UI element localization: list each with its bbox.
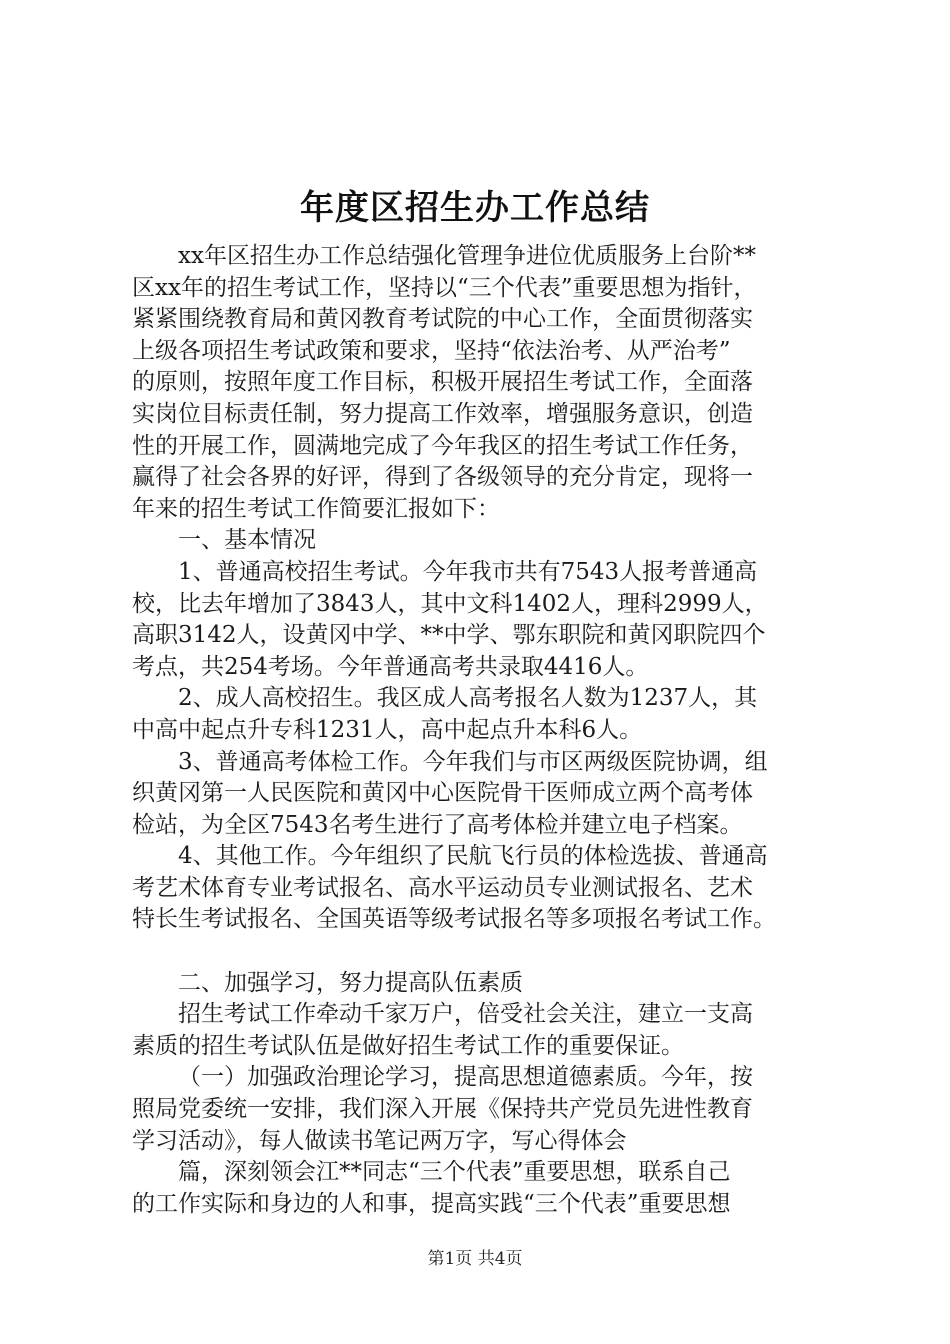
page-number-footer: 第1页 共4页 bbox=[427, 1249, 523, 1269]
paragraph-other-work: 4、其他工作。今年组织了民航飞行员的体检选拔、普通高 考艺术体育专业考试报名、高水平运动员专业测试报名、艺术 特长生考试报名、全国英语等级考试报名等多项报名考试工作。 bbox=[132, 843, 776, 933]
paragraph-political-study: （一）加强政治理论学习，提高思想道德素质。今年，按 照局党委统一安排，我们深入开展《保持共产党员先进性教育 学习活动》，每人做读书笔记两万字，写心得体会 bbox=[132, 1064, 753, 1154]
paragraph-continuation: 篇，深刻领会江**同志“三个代表”重要思想，联系自己 的工作实际和身边的人和事，提高实践“三个代表”重要思想 bbox=[132, 1159, 731, 1217]
document-title: 年度区招生办工作总结 bbox=[300, 188, 650, 228]
document-body bbox=[132, 241, 832, 1220]
paragraph-health-check: 3、普通高考体检工作。今年我们与市区两级医院协调，组 织黄冈第一人民医院和黄冈中心医院骨干医师成立两个高考体 检站，为全区7543名考生进行了高考体检并建立电子档案。 bbox=[132, 748, 768, 838]
paragraph-adult-exam: 2、成人高校招生。我区成人高考报名人数为1237人，其 中高中起点升专科1231人，高中起点升本科6人。 bbox=[132, 685, 758, 743]
paragraph-college-exam: 1、普通高校招生考试。今年我市共有7543人报考普通高 校，比去年增加了3843人，其中文科1402人，理科2999人， 高职3142人，设黄冈中学、**中学、鄂东职院和黄冈职院四个 考点，共254考场。今年普通高考共录取4416人。 bbox=[132, 558, 768, 680]
paragraph-team-quality: 招生考试工作牵动千家万户，倍受社会关注，建立一支高 素质的招生考试队伍是做好招生考试工作的重要保证。 bbox=[132, 1001, 753, 1059]
paragraph-intro: xx年区招生办工作总结强化管理争进位优质服务上台阶** 区xx年的招生考试工作，坚持以“三个代表”重要思想为指针， 紧紧围绕教育局和黄冈教育考试院的中心工作，全面贯彻落实 上级各项招生考试政策和要求，坚持“依法治考、从严治考” 的原则，按照年度工作目标，积极开展招生考试工作，全面落 实岗位目标责任制，努力提高工作效率，增强服务意识，创造 性的开展工作，圆满地完成了今年我区的招生考试工作任务， 赢得了社会各界的好评，得到了各级领导的充分肯定，现将一 年来的招生考试工作简要汇报如下： bbox=[132, 243, 757, 522]
section-heading-study: 二、加强学习，努力提高队伍素质 bbox=[178, 969, 523, 996]
section-heading-basic: 一、基本情况 bbox=[178, 527, 316, 554]
